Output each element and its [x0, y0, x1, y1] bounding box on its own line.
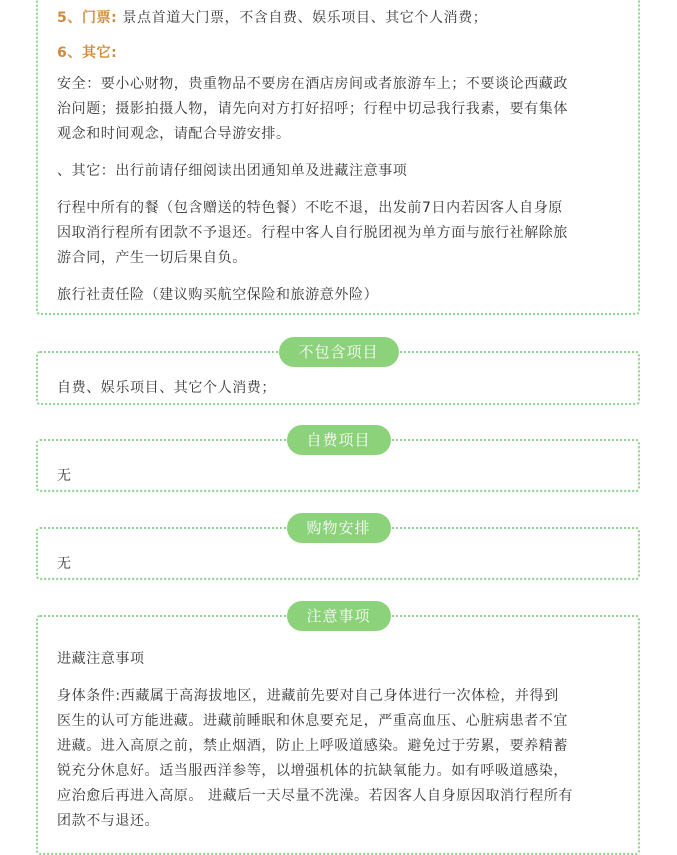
notes-line-6: 团款不与退还。 — [57, 813, 160, 829]
safety-line-3: 观念和时间观念，请配合导游安排。 — [57, 126, 291, 142]
item-6-label: 6、其它: — [57, 45, 118, 61]
notes-title: 注意事项 — [286, 601, 390, 631]
meals-line-2: 因取消行程所有团款不予退还。行程中客人自行脱团视为单方面与旅行社解除旅 — [57, 225, 568, 241]
insurance-note: 旅行社责任险（建议购买航空保险和旅游意外险） — [57, 287, 379, 303]
shopping-text: 无 — [57, 556, 72, 572]
self-paid-text: 无 — [57, 468, 72, 484]
notes-line-3: 进藏。进入高原之前，禁止烟酒，防止上呼吸道感染。避免过于劳累，要养精蓄 — [57, 738, 568, 754]
notes-line-2: 医生的认可方能进藏。进藏前睡眠和休息要充足，严重高血压、心脏病患者不宜 — [57, 713, 568, 729]
item-5-text: 景点首道大门票，不含自费、娱乐项目、其它个人消费； — [122, 10, 488, 26]
notes-line-1: 身体条件:西藏属于高海拔地区，进藏前先要对自己身体进行一次体检，并得到 — [57, 688, 559, 704]
meals-line-3: 游合同，产生一切后果自负。 — [57, 250, 247, 266]
notes-heading: 进藏注意事项 — [57, 651, 145, 667]
not-included-text: 自费、娱乐项目、其它个人消费； — [57, 380, 276, 396]
notes-line-5: 应治愈后再进入高原。 进藏后一天尽量不洗澡。若因客人自身原因取消行程所有 — [57, 788, 574, 804]
notes-line-4: 锐充分休息好。适当服西洋参等，以增强机体的抗缺氧能力。如有呼吸道感染， — [57, 763, 568, 779]
self-paid-title: 自费项目 — [286, 425, 390, 455]
other-note: 、其它：出行前请仔细阅读出团通知单及进藏注意事项 — [57, 163, 408, 179]
safety-line-2: 治问题；摄影拍摄人物，请先向对方打好招呼；行程中切忌我行我素，要有集体 — [57, 101, 568, 117]
item-5-label: 5、门票: — [57, 10, 118, 26]
meals-line-1: 行程中所有的餐（包含赠送的特色餐）不吃不退，出发前7日内若因客人自身原 — [57, 200, 563, 216]
not-included-title: 不包含项目 — [278, 337, 398, 367]
safety-line-1: 安全：要小心财物，贵重物品不要房在酒店房间或者旅游车上；不要谈论西藏政 — [57, 76, 568, 92]
shopping-title: 购物安排 — [286, 513, 390, 543]
item-5-tickets — [57, 6, 625, 31]
